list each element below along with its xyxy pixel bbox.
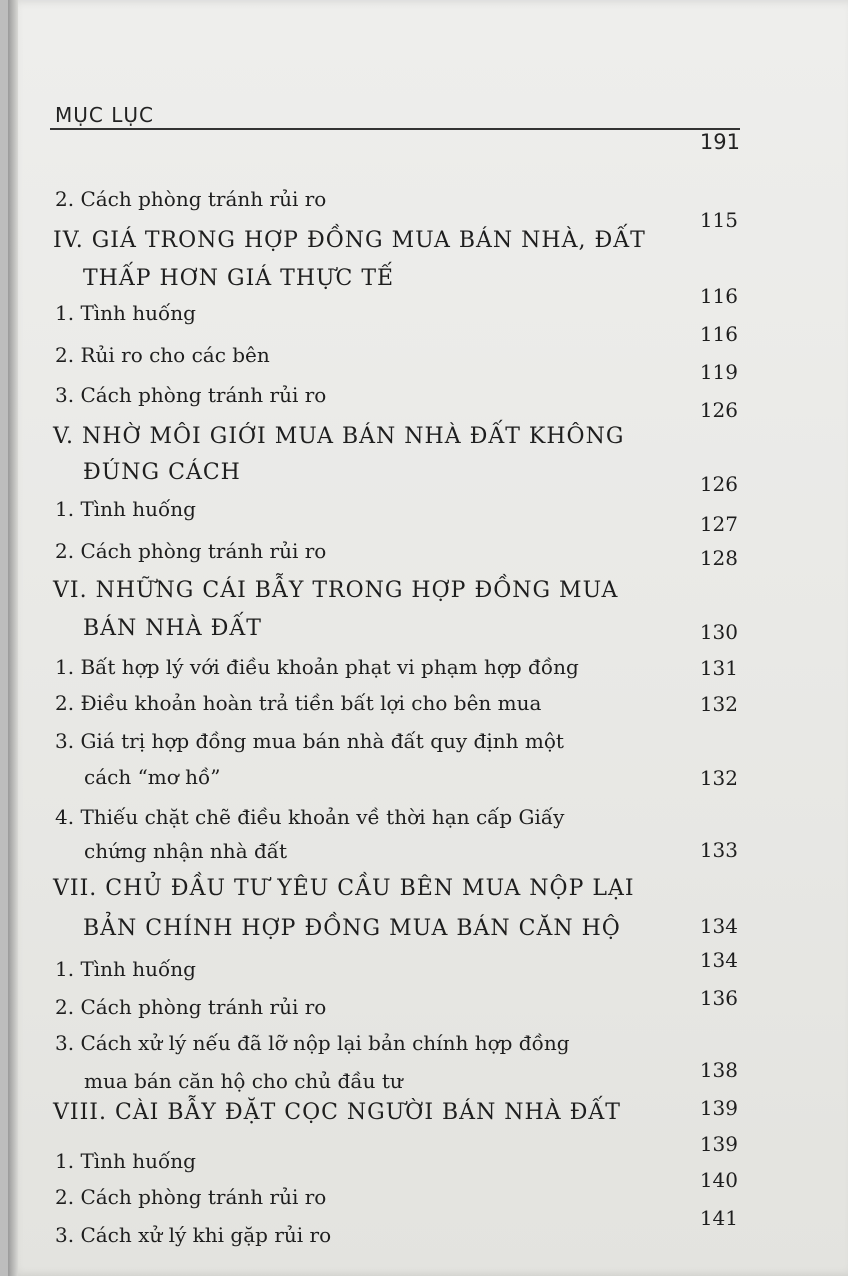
toc-entry-text: THẤP HƠN GIÁ THỰC TẾ: [83, 266, 395, 291]
toc-entry: [55, 376, 745, 414]
toc-page-number: 128: [699, 546, 738, 570]
toc-entry: [55, 1142, 745, 1180]
toc-entry: [55, 722, 745, 760]
running-header-page-number: 191: [699, 130, 740, 154]
toc-page-number: 126: [699, 472, 738, 496]
toc-section-heading: [83, 910, 773, 948]
toc-entry-text: 1. Tình huống: [55, 301, 196, 325]
toc-entry: [55, 1216, 745, 1254]
toc-entry-text: BÁN NHÀ ĐẤT: [83, 616, 262, 641]
toc-page-number: 126: [699, 398, 738, 422]
toc-entry-text: 3. Giá trị hợp đồng mua bán nhà đất quy định một: [55, 729, 564, 753]
toc-page-number: 141: [699, 1206, 738, 1230]
toc-page-number: 127: [699, 512, 738, 536]
toc-entry-text: cách “mơ hồ”: [84, 765, 221, 789]
toc-section-heading: [83, 454, 773, 492]
toc-page-number: 134: [699, 914, 738, 938]
toc-entry-text: VIII. CÀI BẪY ĐẶT CỌC NGƯỜI BÁN NHÀ ĐẤT: [53, 1100, 621, 1125]
toc-page-number: 115: [699, 208, 738, 232]
toc-entry-text: 1. Tình huống: [55, 1149, 196, 1173]
toc-entry-text: VII. CHỦ ĐẦU TƯ YÊU CẦU BÊN MUA NỘP LẠI: [53, 876, 635, 901]
toc-entry-text: V. NHỜ MÔI GIỚI MUA BÁN NHÀ ĐẤT KHÔNG: [53, 424, 625, 449]
toc-page-number: 132: [699, 692, 738, 716]
toc-page-number: 140: [699, 1168, 738, 1192]
toc-page-number: 138: [699, 1058, 738, 1082]
toc-entry: [55, 684, 745, 722]
toc-section-heading: [83, 260, 773, 298]
toc-entry: [55, 1024, 745, 1062]
toc-entry-text: 2. Điều khoản hoàn trả tiền bất lợi cho bên mua: [55, 691, 542, 715]
toc-page-number: 131: [699, 656, 738, 680]
toc-entry: [84, 832, 774, 870]
toc-entry-text: chứng nhận nhà đất: [84, 839, 288, 863]
toc-entry-text: ĐÚNG CÁCH: [83, 460, 241, 485]
running-header-title: MỤC LỤC: [55, 103, 154, 127]
toc-entry: [55, 648, 745, 686]
toc-entry-text: 1. Tình huống: [55, 957, 196, 981]
toc-entry: [55, 180, 745, 218]
toc-entry-text: 2. Cách phòng tránh rủi ro: [55, 187, 327, 211]
toc-entry-text: 3. Cách xử lý khi gặp rủi ro: [55, 1223, 332, 1247]
toc-section-heading: [53, 1094, 743, 1132]
toc-entry-text: IV. GIÁ TRONG HỢP ĐỒNG MUA BÁN NHÀ, ĐẤT: [53, 228, 646, 253]
toc-section-heading: [53, 572, 743, 610]
toc-page-number: 139: [699, 1132, 738, 1156]
toc-entry-text: 4. Thiếu chặt chẽ điều khoản về thời hạn cấp Giấy: [55, 805, 565, 829]
toc-page-number: 132: [699, 766, 738, 790]
toc-page-number: 134: [699, 948, 738, 972]
toc-entry: [84, 758, 774, 796]
toc-entry-text: 1. Bất hợp lý với điều khoản phạt vi phạm hợp đồng: [55, 655, 579, 679]
toc-entry: [55, 950, 745, 988]
toc-entry-text: BẢN CHÍNH HỢP ĐỒNG MUA BÁN CĂN HỘ: [83, 916, 621, 941]
toc-entry: [55, 988, 745, 1026]
toc-section-heading: [53, 870, 743, 908]
toc-page-number: 119: [699, 360, 738, 384]
toc-page-number: 133: [699, 838, 738, 862]
toc-entry-text: mua bán căn hộ cho chủ đầu tư: [84, 1069, 403, 1093]
toc-entry-text: 2. Cách phòng tránh rủi ro: [55, 539, 327, 563]
toc-page-number: 139: [699, 1096, 738, 1120]
toc-entry-text: 1. Tình huống: [55, 497, 196, 521]
toc-section-heading: [53, 222, 743, 260]
toc-page-number: 136: [699, 986, 738, 1010]
toc-entry: [55, 336, 745, 374]
toc-entry-text: VI. NHỮNG CÁI BẪY TRONG HỢP ĐỒNG MUA: [53, 578, 619, 603]
toc-entry: [55, 490, 745, 528]
toc-section-heading: [83, 610, 773, 648]
toc-entry-text: 2. Rủi ro cho các bên: [55, 343, 270, 367]
toc-page-number: 130: [699, 620, 738, 644]
toc-entry-text: 3. Cách phòng tránh rủi ro: [55, 383, 327, 407]
toc-entry-text: 2. Cách phòng tránh rủi ro: [55, 995, 327, 1019]
toc-entry: [55, 294, 745, 332]
toc-entry-text: 2. Cách phòng tránh rủi ro: [55, 1185, 327, 1209]
toc-page-number: 116: [699, 284, 738, 308]
toc-entry: [55, 798, 745, 836]
toc-entry: [55, 1178, 745, 1216]
toc-page-number: 116: [699, 322, 738, 346]
toc-entry: [55, 532, 745, 570]
toc-entry-text: 3. Cách xử lý nếu đã lỡ nộp lại bản chính hợp đồng: [55, 1031, 570, 1055]
toc-section-heading: [53, 418, 743, 456]
